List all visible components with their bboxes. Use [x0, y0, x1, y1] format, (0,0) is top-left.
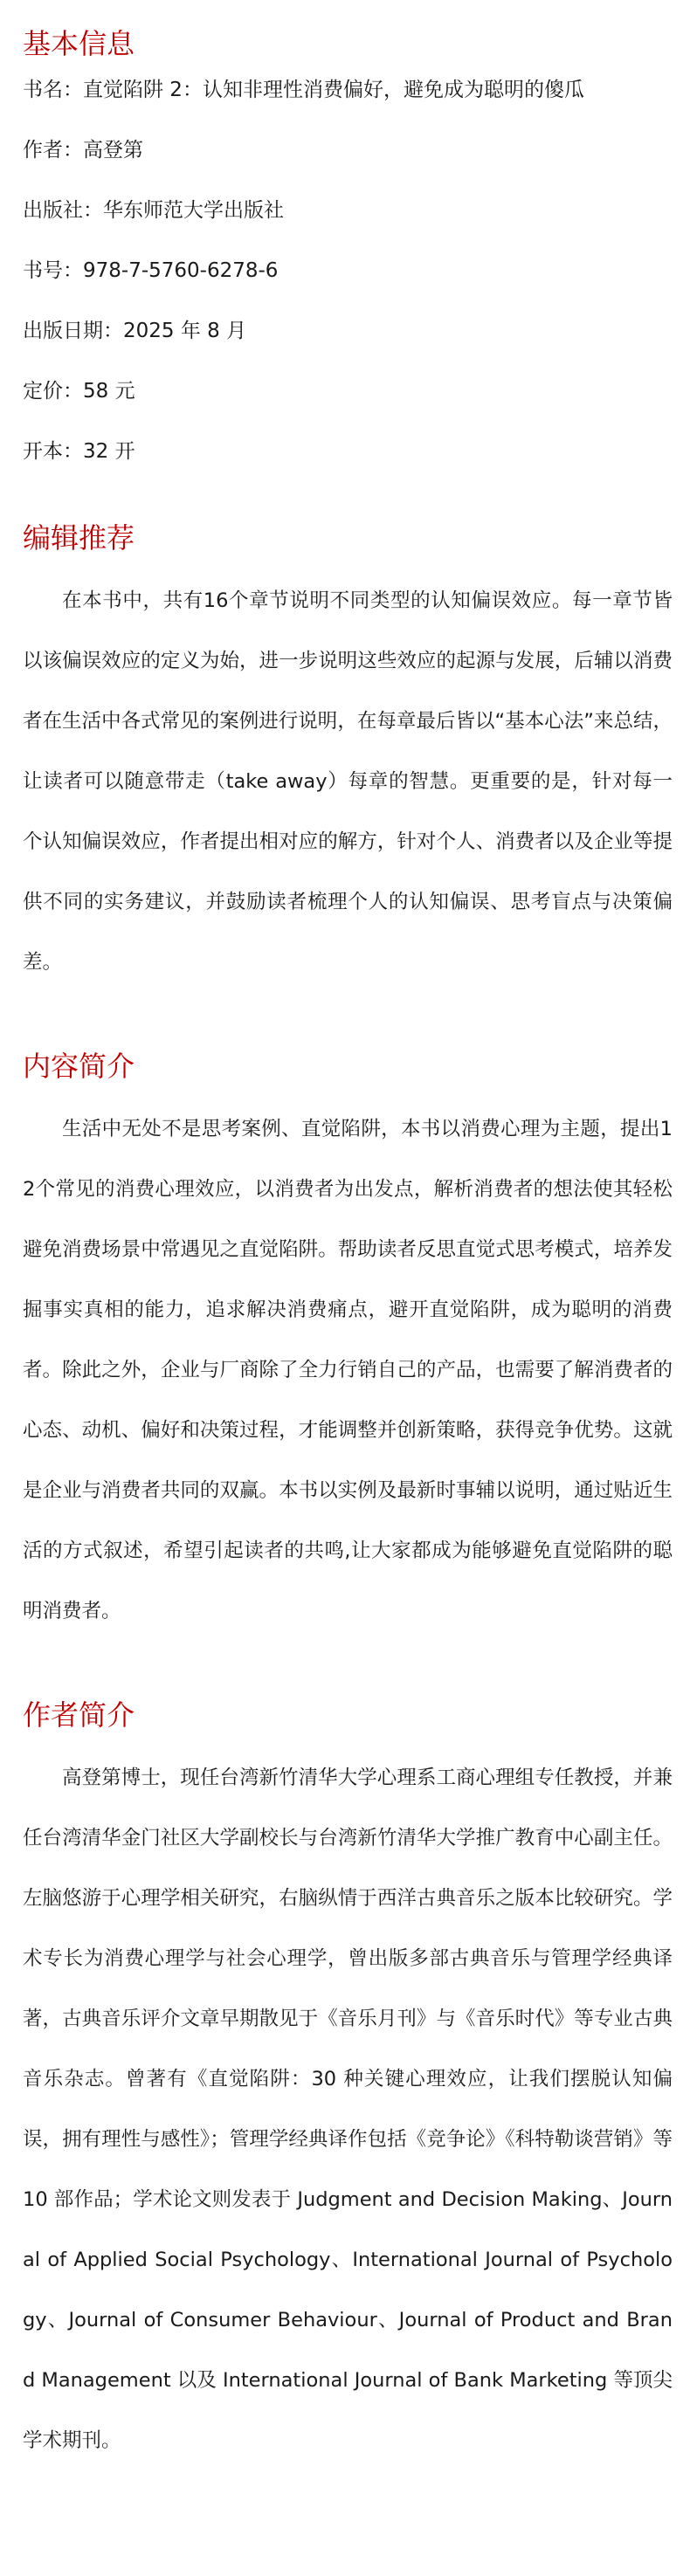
info-author: 作者：高登第: [23, 139, 143, 162]
info-format: 开本：32 开: [23, 440, 135, 463]
editor-recommendation-heading: 编辑推荐: [23, 521, 135, 554]
author-bio-section: [23, 1691, 673, 2471]
author-bio-text: 高登第博士，现任台湾新竹清华大学心理系工商心理组专任教授，并兼任台湾清华金门社区大学副校长与台湾新竹清华大学推广教育中心副主任。左脑悠游于心理学相关研究，右脑纵情于西洋古典音乐之版本比较研究。学术专长为消费心理学与社会心理学，曾出版多部古典音乐与管理学经典译著，古典音乐评介文章早期散见于《音乐月刊》与《音乐时代》等专业古典音乐杂志。曾著有《直觉陷阱：30 种关键心理效应，让我们摆脱认知偏误，拥有理性与感性》；管理学经典译作包括《竞争论》《科特勒谈营销》等 10 部作品；学术论文则发表于 Judgment and Decision Making、Journal of Applied Social Psychology、International Journal of Psychology、Journal of Consumer Behaviour、Journal of Product and Brand Management 以及 International Journal of Bank Marketing 等顶尖学术期刊。: [23, 1767, 673, 2452]
editor-recommendation-section: [23, 513, 673, 993]
info-book-title: 书名：直觉陷阱 2：认知非理性消费偏好，避免成为聪明的傻瓜: [23, 79, 584, 101]
content-summary-text: 生活中无处不是思考案例、直觉陷阱，本书以消费心理为主题，提出12个常见的消费心理效应，以消费者为出发点，解析消费者的想法使其轻松避免消费场景中常遇见之直觉陷阱。帮助读者反思直觉式思考模式，培养发掘事实真相的能力，追求解决消费痛点，避开直觉陷阱，成为聪明的消费者。除此之外，企业与厂商除了全力行销自己的产品，也需要了解消费者的心态、动机、偏好和决策过程，才能调整并创新策略，获得竞争优势。这就是企业与消费者共同的双赢。本书以实例及最新时事辅以说明，通过贴近生活的方式叙述，希望引起读者的共鸣,让大家都成为能够避免直觉陷阱的聪明消费者。: [23, 1118, 673, 1622]
info-price: 定价：58 元: [23, 380, 135, 403]
author-bio-heading: 作者简介: [23, 1698, 135, 1732]
content-summary-section: [23, 1042, 673, 1642]
basic-info-list: [23, 77, 673, 465]
basic-info-section: [23, 19, 673, 465]
content-summary-heading: 内容简介: [23, 1050, 135, 1083]
basic-info-heading: 基本信息: [23, 27, 135, 60]
info-publish-date: 出版日期：2025 年 8 月: [23, 320, 247, 342]
editor-recommendation-text: 在本书中，共有16个章节说明不同类型的认知偏误效应。每一章节皆以该偏误效应的定义为始，进一步说明这些效应的起源与发展，后辅以消费者在生活中各式常见的案例进行说明，在每章最后皆以“基本心法”来总结，让读者可以随意带走（take away）每章的智慧。更重要的是，针对每一个认知偏误效应，作者提出相对应的解方，针对个人、消费者以及企业等提供不同的实务建议，并鼓励读者梳理个人的认知偏误、思考盲点与决策偏差。: [23, 589, 673, 974]
info-publisher: 出版社：华东师范大学出版社: [23, 199, 284, 222]
info-isbn: 书号：978-7-5760-6278-6: [23, 259, 279, 282]
